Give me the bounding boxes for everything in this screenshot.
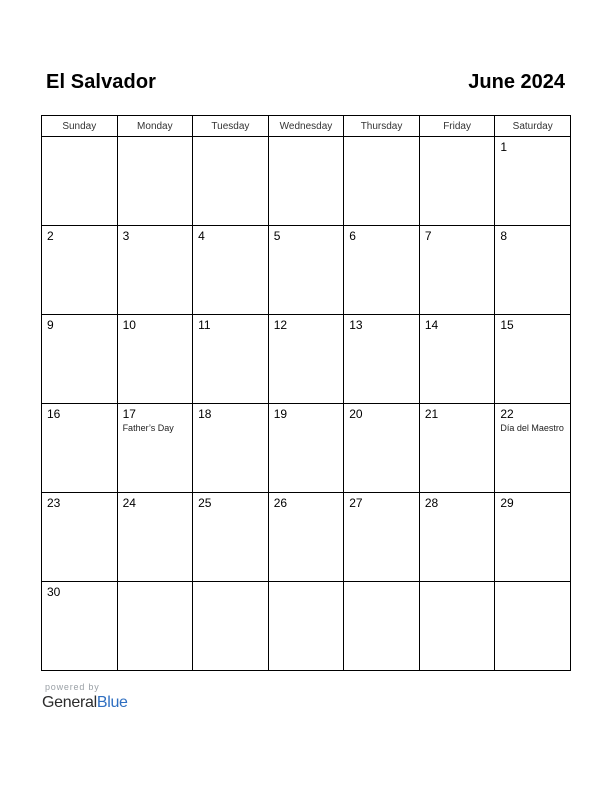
- day-number: [42, 137, 117, 141]
- day-cell: [193, 582, 269, 671]
- day-cell: [42, 226, 118, 315]
- day-cell: [344, 137, 420, 226]
- country-title: El Salvador: [46, 71, 157, 93]
- week-row: [42, 137, 571, 226]
- day-number: 23: [47, 496, 61, 510]
- day-number: [420, 582, 495, 586]
- day-number: 11: [198, 318, 211, 332]
- day-number: 26: [273, 496, 288, 510]
- day-cell: [117, 137, 193, 226]
- day-cell: [268, 493, 344, 582]
- weekday-header: Thursday: [344, 116, 420, 137]
- day-cell: [495, 404, 571, 493]
- week-row: [42, 582, 571, 671]
- generalblue-logo[interactable]: [42, 694, 128, 712]
- week-row: [42, 493, 571, 582]
- day-cell: [419, 404, 495, 493]
- calendar-grid: [41, 115, 571, 671]
- day-cell: [268, 404, 344, 493]
- week-row: [42, 404, 571, 493]
- day-number: 15: [500, 318, 514, 332]
- day-number: [118, 582, 193, 586]
- day-number: 13: [349, 318, 363, 332]
- day-number: [269, 137, 344, 141]
- day-cell: [495, 493, 571, 582]
- day-number: 20: [349, 407, 363, 421]
- day-cell: [193, 137, 269, 226]
- week-row: [42, 226, 571, 315]
- day-cell: [419, 226, 495, 315]
- day-cell: [495, 226, 571, 315]
- day-number: 24: [122, 496, 136, 510]
- day-number: 9: [47, 318, 54, 332]
- day-cell: [268, 137, 344, 226]
- day-number: 19: [273, 407, 288, 421]
- week-row: [42, 315, 571, 404]
- powered-by-text: powered by: [45, 682, 100, 692]
- day-number: 8: [500, 229, 508, 243]
- day-number: 29: [500, 496, 514, 510]
- day-number: 12: [273, 318, 288, 332]
- day-number: [118, 137, 193, 141]
- day-number: 14: [424, 318, 439, 332]
- weekday-header-row: [42, 116, 571, 137]
- day-cell: [42, 315, 118, 404]
- holiday-label: Día del Maestro: [500, 423, 564, 433]
- day-cell: [344, 315, 420, 404]
- day-cell: [42, 404, 118, 493]
- day-number: 27: [349, 496, 363, 510]
- day-number: [269, 582, 344, 586]
- day-cell: [42, 493, 118, 582]
- weekday-header: Sunday: [42, 116, 118, 137]
- day-cell: [419, 582, 495, 671]
- day-cell: [495, 137, 571, 226]
- weekday-header: Friday: [419, 116, 495, 137]
- day-number: 4: [198, 229, 205, 243]
- day-cell: [419, 493, 495, 582]
- day-number: 28: [424, 496, 439, 510]
- day-number: [344, 137, 419, 141]
- day-number: 25: [198, 496, 212, 510]
- day-cell: [268, 582, 344, 671]
- day-number: 1: [500, 140, 508, 154]
- day-cell: [344, 582, 420, 671]
- day-number: [344, 582, 419, 586]
- day-number: [193, 582, 268, 586]
- day-cell: [495, 582, 571, 671]
- day-number: [420, 137, 495, 141]
- month-year-title: June 2024: [468, 71, 565, 93]
- day-number: 21: [424, 407, 439, 421]
- day-number: 18: [198, 407, 212, 421]
- day-cell: [117, 493, 193, 582]
- day-number: 2: [47, 229, 54, 243]
- day-number: 6: [349, 229, 356, 243]
- weekday-header: Monday: [117, 116, 193, 137]
- day-number: 30: [47, 585, 61, 599]
- day-number: 5: [273, 229, 281, 243]
- logo-general-text: General: [42, 694, 97, 711]
- day-cell: [117, 582, 193, 671]
- day-number: [193, 137, 268, 141]
- day-cell: [193, 315, 269, 404]
- day-cell: [117, 226, 193, 315]
- day-number: 7: [424, 229, 432, 243]
- day-cell: [419, 137, 495, 226]
- day-number: [495, 582, 570, 586]
- day-number: 3: [122, 229, 130, 243]
- day-cell: [193, 493, 269, 582]
- weekday-header: Saturday: [495, 116, 571, 137]
- day-cell: [419, 315, 495, 404]
- day-cell: [42, 582, 118, 671]
- day-cell: [495, 315, 571, 404]
- logo-blue-text: Blue: [96, 694, 128, 711]
- weekday-header: Wednesday: [268, 116, 344, 137]
- day-cell: [344, 226, 420, 315]
- day-number: 17: [122, 407, 136, 421]
- day-cell: [268, 315, 344, 404]
- weekday-header: Tuesday: [193, 116, 269, 137]
- holiday-label: Father’s Day: [122, 423, 174, 433]
- day-number: 10: [122, 318, 136, 332]
- day-cell: [344, 493, 420, 582]
- day-cell: [344, 404, 420, 493]
- day-cell: [42, 137, 118, 226]
- day-cell: [117, 404, 193, 493]
- day-cell: [268, 226, 344, 315]
- day-cell: [193, 404, 269, 493]
- day-number: 16: [47, 407, 61, 421]
- day-number: 22: [500, 407, 514, 421]
- day-cell: [193, 226, 269, 315]
- day-cell: [117, 315, 193, 404]
